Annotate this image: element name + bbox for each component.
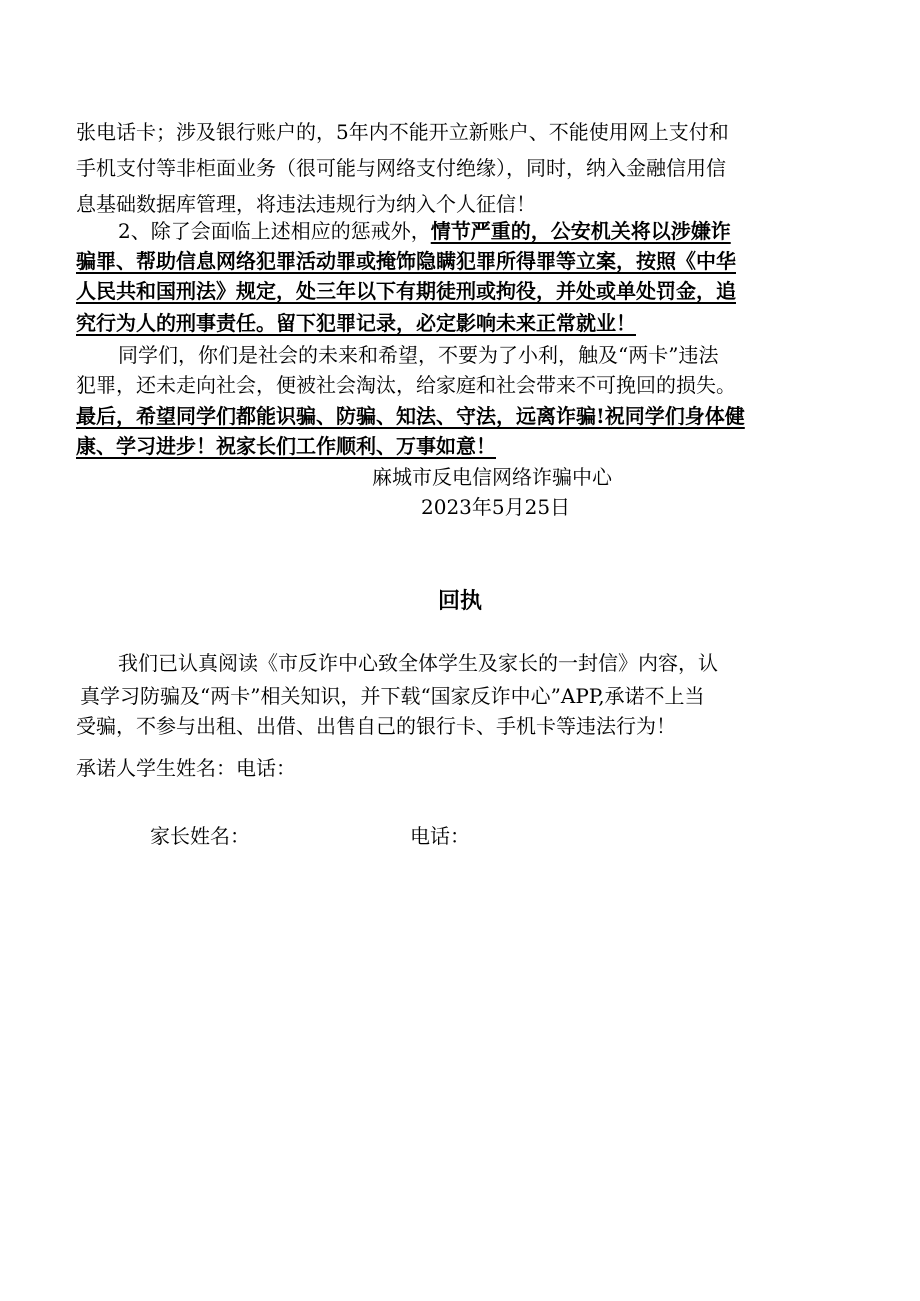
receipt-line-3: 受骗，不参与出租、出借、出售自己的银行卡、手机卡等违法行为！ [76, 714, 676, 738]
receipt-title: 回执 [437, 589, 482, 614]
receipt-line-2: 真学习防骗及“两卡”相关知识，并下载“国家反诈中心”APP,承诺不上当 [80, 684, 705, 708]
paragraph-3-line-2: 犯罪，还未走向社会，便被社会淘汰，给家庭和社会带来不可挽回的损失。 [76, 373, 736, 397]
parent-name-label: 家长姓名： [150, 824, 250, 848]
receipt-line-1: 我们已认真阅读《市反诈中心致全体学生及家长的一封信》内容，认 [118, 651, 718, 675]
parent-phone-label: 电话： [410, 824, 470, 848]
paragraph-2-emphasis-start: 情节严重的，公安机关将以涉嫌诈 [430, 219, 731, 243]
paragraph-1-line-3: 息基础数据库管理，将违法违规行为纳入个人征信！ [76, 192, 536, 216]
paragraph-2-line-3: 人民共和国刑法》规定，处三年以下有期徒刑或拘役，并处或单处罚金，追 [76, 279, 736, 303]
paragraph-3-line-1: 同学们，你们是社会的未来和希望，不要为了小利，触及“两卡”违法 [118, 343, 719, 367]
student-signature-field: 承诺人学生姓名：电话： [76, 756, 296, 780]
paragraph-1-line-1: 张电话卡；涉及银行账户的，5年内不能开立新账户、不能使用网上支付和 [76, 120, 729, 144]
paragraph-2-line-2: 骗罪、帮助信息网络犯罪活动罪或掩饰隐瞒犯罪所得罪等立案，按照《中华 [76, 249, 736, 273]
signature-date: 2023年5月25日 [421, 495, 571, 519]
paragraph-2-line-4: 究行为人的刑事责任。留下犯罪记录，必定影响未来正常就业！ [76, 311, 636, 335]
paragraph-4-line-1: 最后，希望同学们都能识骗、防骗、知法、守法，远离诈骗!祝同学们身体健 [76, 404, 745, 428]
paragraph-1-line-2: 手机支付等非柜面业务（很可能与网络支付绝缘），同时，纳入金融信用信 [76, 156, 726, 180]
signature-organization: 麻城市反电信网络诈骗中心 [372, 465, 612, 489]
paragraph-4-line-2: 康、学习进步！祝家长们工作顺利、万事如意！ [76, 434, 496, 458]
paragraph-2-lead: 2、除了会面临上述相应的惩戒外， [118, 219, 431, 243]
